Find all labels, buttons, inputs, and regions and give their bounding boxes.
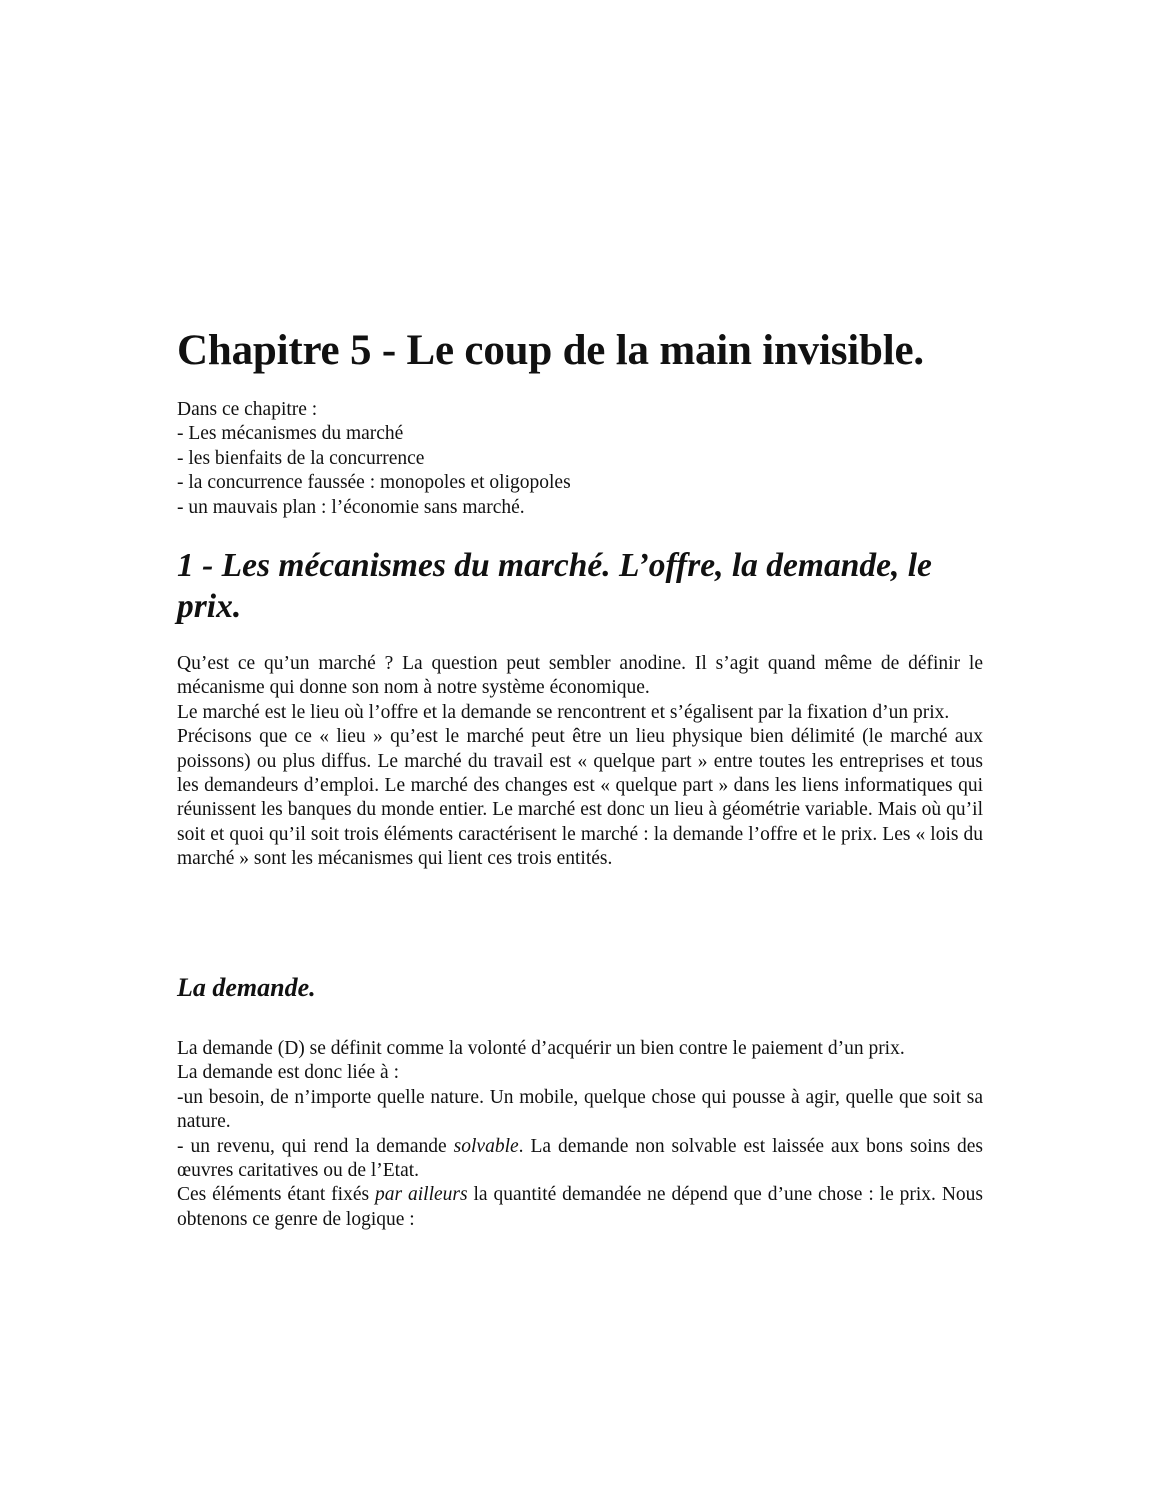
text: Ces éléments étant fixés (177, 1184, 375, 1206)
subsection-title: La demande. (177, 973, 316, 1002)
section-title: 1 - Les mécanismes du marché. L’offre, la demande, le prix. (177, 547, 932, 625)
paragraph (177, 1183, 983, 1232)
paragraph (177, 1135, 983, 1184)
emphasis: par ailleurs (374, 1184, 468, 1206)
text: - un revenu, qui rend la demande (177, 1135, 454, 1157)
paragraph: La demande (D) se définit comme la volonté d’acquérir un bien contre le paiement d’un prix. (177, 1038, 905, 1059)
chapter-contents (177, 398, 571, 520)
paragraph: Précisons que ce « lieu » qu’est le marché peut être un lieu physique bien délimité (le marché aux poissons) ou plus diffus. Le marché du travail est « quelque part » entre toutes les entreprises et tous les demandeurs d’emploi. Le marché des changes est « quelque part » dans les liens informatiques qui réunissent les banques du monde entier. Le marché est donc un lieu à géométrie variable. Mais où qu’il soit et quoi qu’il soit trois éléments caractérisent le marché : la demande l’offre et le prix. Les « lois du marché » sont les mécanismes qui lient ces trois entités. (177, 726, 983, 870)
emphasis: solvable (453, 1135, 519, 1157)
paragraph: La demande est donc liée à : (177, 1062, 399, 1084)
contents-item: - les bienfaits de la concurrence (177, 447, 425, 469)
chapter-title: Chapitre 5 - Le coup de la main invisible. (177, 327, 924, 374)
paragraph: Qu’est ce qu’un marché ? La question peut sembler anodine. Il s’agit quand même de définir le mécanisme qui donne son nom à notre système économique. (177, 653, 983, 699)
contents-heading: Dans ce chapitre : (177, 399, 318, 420)
contents-item: - Les mécanismes du marché (177, 423, 404, 445)
contents-item: - un mauvais plan : l’économie sans marché. (177, 496, 525, 518)
subsection-body (177, 1037, 983, 1232)
paragraph: Le marché est le lieu où l’offre et la demande se rencontrent et s’égalisent par la fixation d’un prix. (177, 701, 950, 723)
contents-item: - la concurrence faussée : monopoles et oligopoles (177, 472, 571, 494)
paragraph: -un besoin, de n’importe quelle nature. Un mobile, quelque chose qui pousse à agir, quelle que soit sa nature. (177, 1086, 983, 1133)
text: . La demande non solvable est laissée aux bons soins des œuvres caritatives ou de l’Etat. (177, 1135, 983, 1182)
text: la quantité demandée ne dépend que d’une chose : le prix. Nous obtenons ce genre de logique : (177, 1184, 983, 1230)
section-body (177, 652, 983, 872)
